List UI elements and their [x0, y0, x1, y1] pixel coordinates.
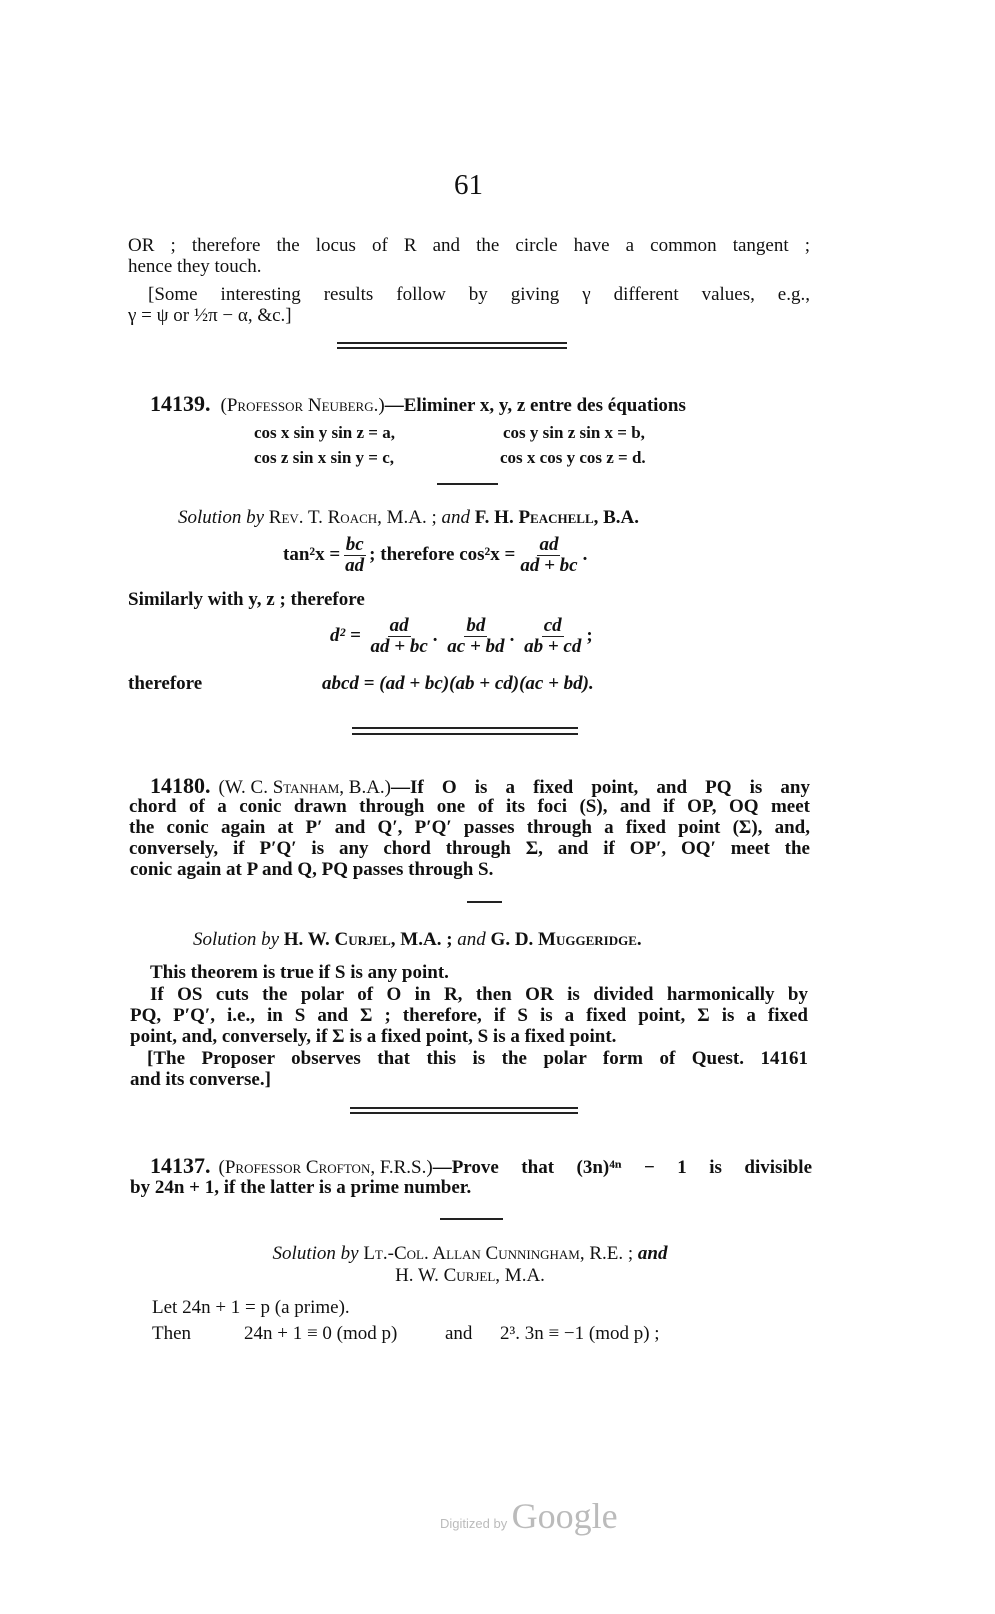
text-line: Then [152, 1323, 192, 1344]
short-rule [437, 483, 498, 485]
note-line: [The Proposer observes that this is the polar form of Quest. 14161 [147, 1048, 808, 1069]
double-rule [352, 733, 578, 735]
solution-prefix: Solution by [272, 1243, 359, 1264]
solution-prefix: Solution by [178, 507, 265, 528]
question-number: 14180. [150, 773, 211, 798]
text-line: by 24n + 1, if the latter is a prime number. [130, 1177, 472, 1198]
note-line: γ = ψ or ½π − α, &c.] [128, 305, 292, 326]
text-line: PQ, P′Q′, i.e., in S and Σ ; therefore, if S is a fixed point, Σ is a fixed [130, 1005, 808, 1026]
text-line: conversely, if P′Q′ is any chord through Σ, and if OP′, OQ′ meet the [129, 838, 810, 859]
text-line: therefore [128, 673, 203, 694]
text-line: Let 24n + 1 = p (a prime). [152, 1297, 350, 1318]
and-word: and [457, 929, 486, 950]
equation-d2: d² = $\frac{ad}{ad + bc}$ . $\frac{bd}{ac + bd}$ . $\frac{cd}{ab + cd}$ ; [330, 615, 593, 658]
solvers: Lt.-Col. Allan Cunningham, R.E. ; [363, 1243, 634, 1264]
short-rule [440, 1218, 503, 1220]
proposer: (Professor Neuberg.) [220, 395, 385, 416]
solvers: H. W. Curjel, M.A. [395, 1265, 545, 1286]
google-logo: Google [511, 1496, 618, 1536]
equation: 24n + 1 ≡ 0 (mod p) [244, 1323, 398, 1344]
denominator: ad + bc [370, 636, 428, 658]
numerator: bc [345, 534, 364, 556]
equation-tan: tan²x = $\frac{bc}{ad}$ ; therefore cos²x = $\frac{ad}{ad + bc}$ . [283, 534, 588, 577]
numerator: bd [466, 615, 486, 637]
double-rule [337, 342, 567, 344]
solvers: F. H. Peachell, B.A. [474, 507, 640, 528]
equation-abcd: abcd = (ad + bc)(ab + cd)(ac + bd). [322, 673, 594, 694]
text-line: hence they touch. [128, 256, 262, 277]
proposer: (Professor Crofton, F.R.S.) [218, 1157, 433, 1178]
fraction [518, 535, 579, 576]
equation: cos x sin y sin z = a, [254, 423, 395, 442]
proposer: (W. C. Stanham, B.A.) [218, 777, 391, 798]
fraction [445, 616, 506, 657]
text-line: OR ; therefore the locus of R and the circle have a common tangent ; [128, 235, 810, 256]
denominator: ad [345, 555, 365, 577]
fraction [343, 535, 366, 576]
question-number: 14139. [150, 391, 211, 416]
text-line: conic again at P and Q, PQ passes through S. [130, 859, 494, 880]
and-word: and [441, 507, 471, 528]
solution-heading [200, 1243, 740, 1264]
double-rule [350, 1107, 578, 1109]
text-line: point, and, conversely, if Σ is a fixed point, S is a fixed point. [130, 1026, 617, 1047]
watermark-text: Digitized by [440, 1516, 508, 1531]
numerator: ad [389, 615, 409, 637]
note-line: [Some interesting results follow by giving γ different values, e.g., [148, 284, 810, 305]
double-rule [337, 347, 567, 349]
text-line: Similarly with y, z ; therefore [128, 589, 365, 610]
statement: —Eliminer x, y, z entre des équations [384, 395, 686, 416]
text-line: the conic again at P′ and Q′, P′Q′ passes through a fixed point (Σ), and, [129, 817, 810, 838]
equation: 2³. 3n ≡ −1 (mod p) ; [500, 1323, 660, 1344]
eq-text: d² = [330, 625, 361, 646]
question-number: 14137. [150, 1153, 211, 1178]
statement: —If O is a fixed point, and PQ is any [391, 777, 810, 798]
numerator: cd [543, 615, 562, 637]
double-rule [350, 1112, 578, 1114]
solvers: G. D. Muggeridge. [490, 929, 642, 950]
denominator: ab + cd [524, 636, 582, 658]
text-line: If OS cuts the polar of O in R, then OR is divided harmonically by [150, 984, 808, 1005]
solvers: Rev. T. Roach, M.A. ; [268, 507, 437, 528]
digitized-watermark [440, 1495, 618, 1537]
text-line: This theorem is true if S is any point. [150, 962, 449, 983]
text-line: and [445, 1323, 473, 1344]
solution-heading [178, 507, 639, 528]
question-14137 [150, 1155, 812, 1178]
equation: cos x cos y cos z = d. [500, 448, 646, 467]
solution-heading [193, 929, 642, 950]
note-line: and its converse.] [130, 1069, 271, 1090]
solution-prefix: Solution by [193, 929, 280, 950]
equation: cos y sin z sin x = b, [503, 423, 645, 442]
eq-text: ; therefore cos²x = [369, 544, 516, 565]
denominator: ac + bd [447, 636, 505, 658]
equation: cos z sin x sin y = c, [254, 448, 395, 467]
and-word: and [637, 1243, 668, 1264]
statement: —Prove that (3n)⁴ⁿ − 1 is divisible [432, 1157, 812, 1178]
double-rule [352, 727, 578, 729]
denominator: ad + bc [520, 555, 578, 577]
eq-text: tan²x = [283, 544, 341, 565]
question-14180 [150, 775, 810, 798]
text-line: chord of a conic drawn through one of its foci (S), and if OP, OQ meet [129, 796, 810, 817]
page-number: 61 [454, 169, 483, 201]
fraction [369, 616, 430, 657]
fraction [522, 616, 583, 657]
short-rule [467, 901, 502, 903]
question-14139 [150, 393, 686, 416]
solvers: H. W. Curjel, M.A. ; [283, 929, 453, 950]
numerator: ad [539, 534, 559, 556]
